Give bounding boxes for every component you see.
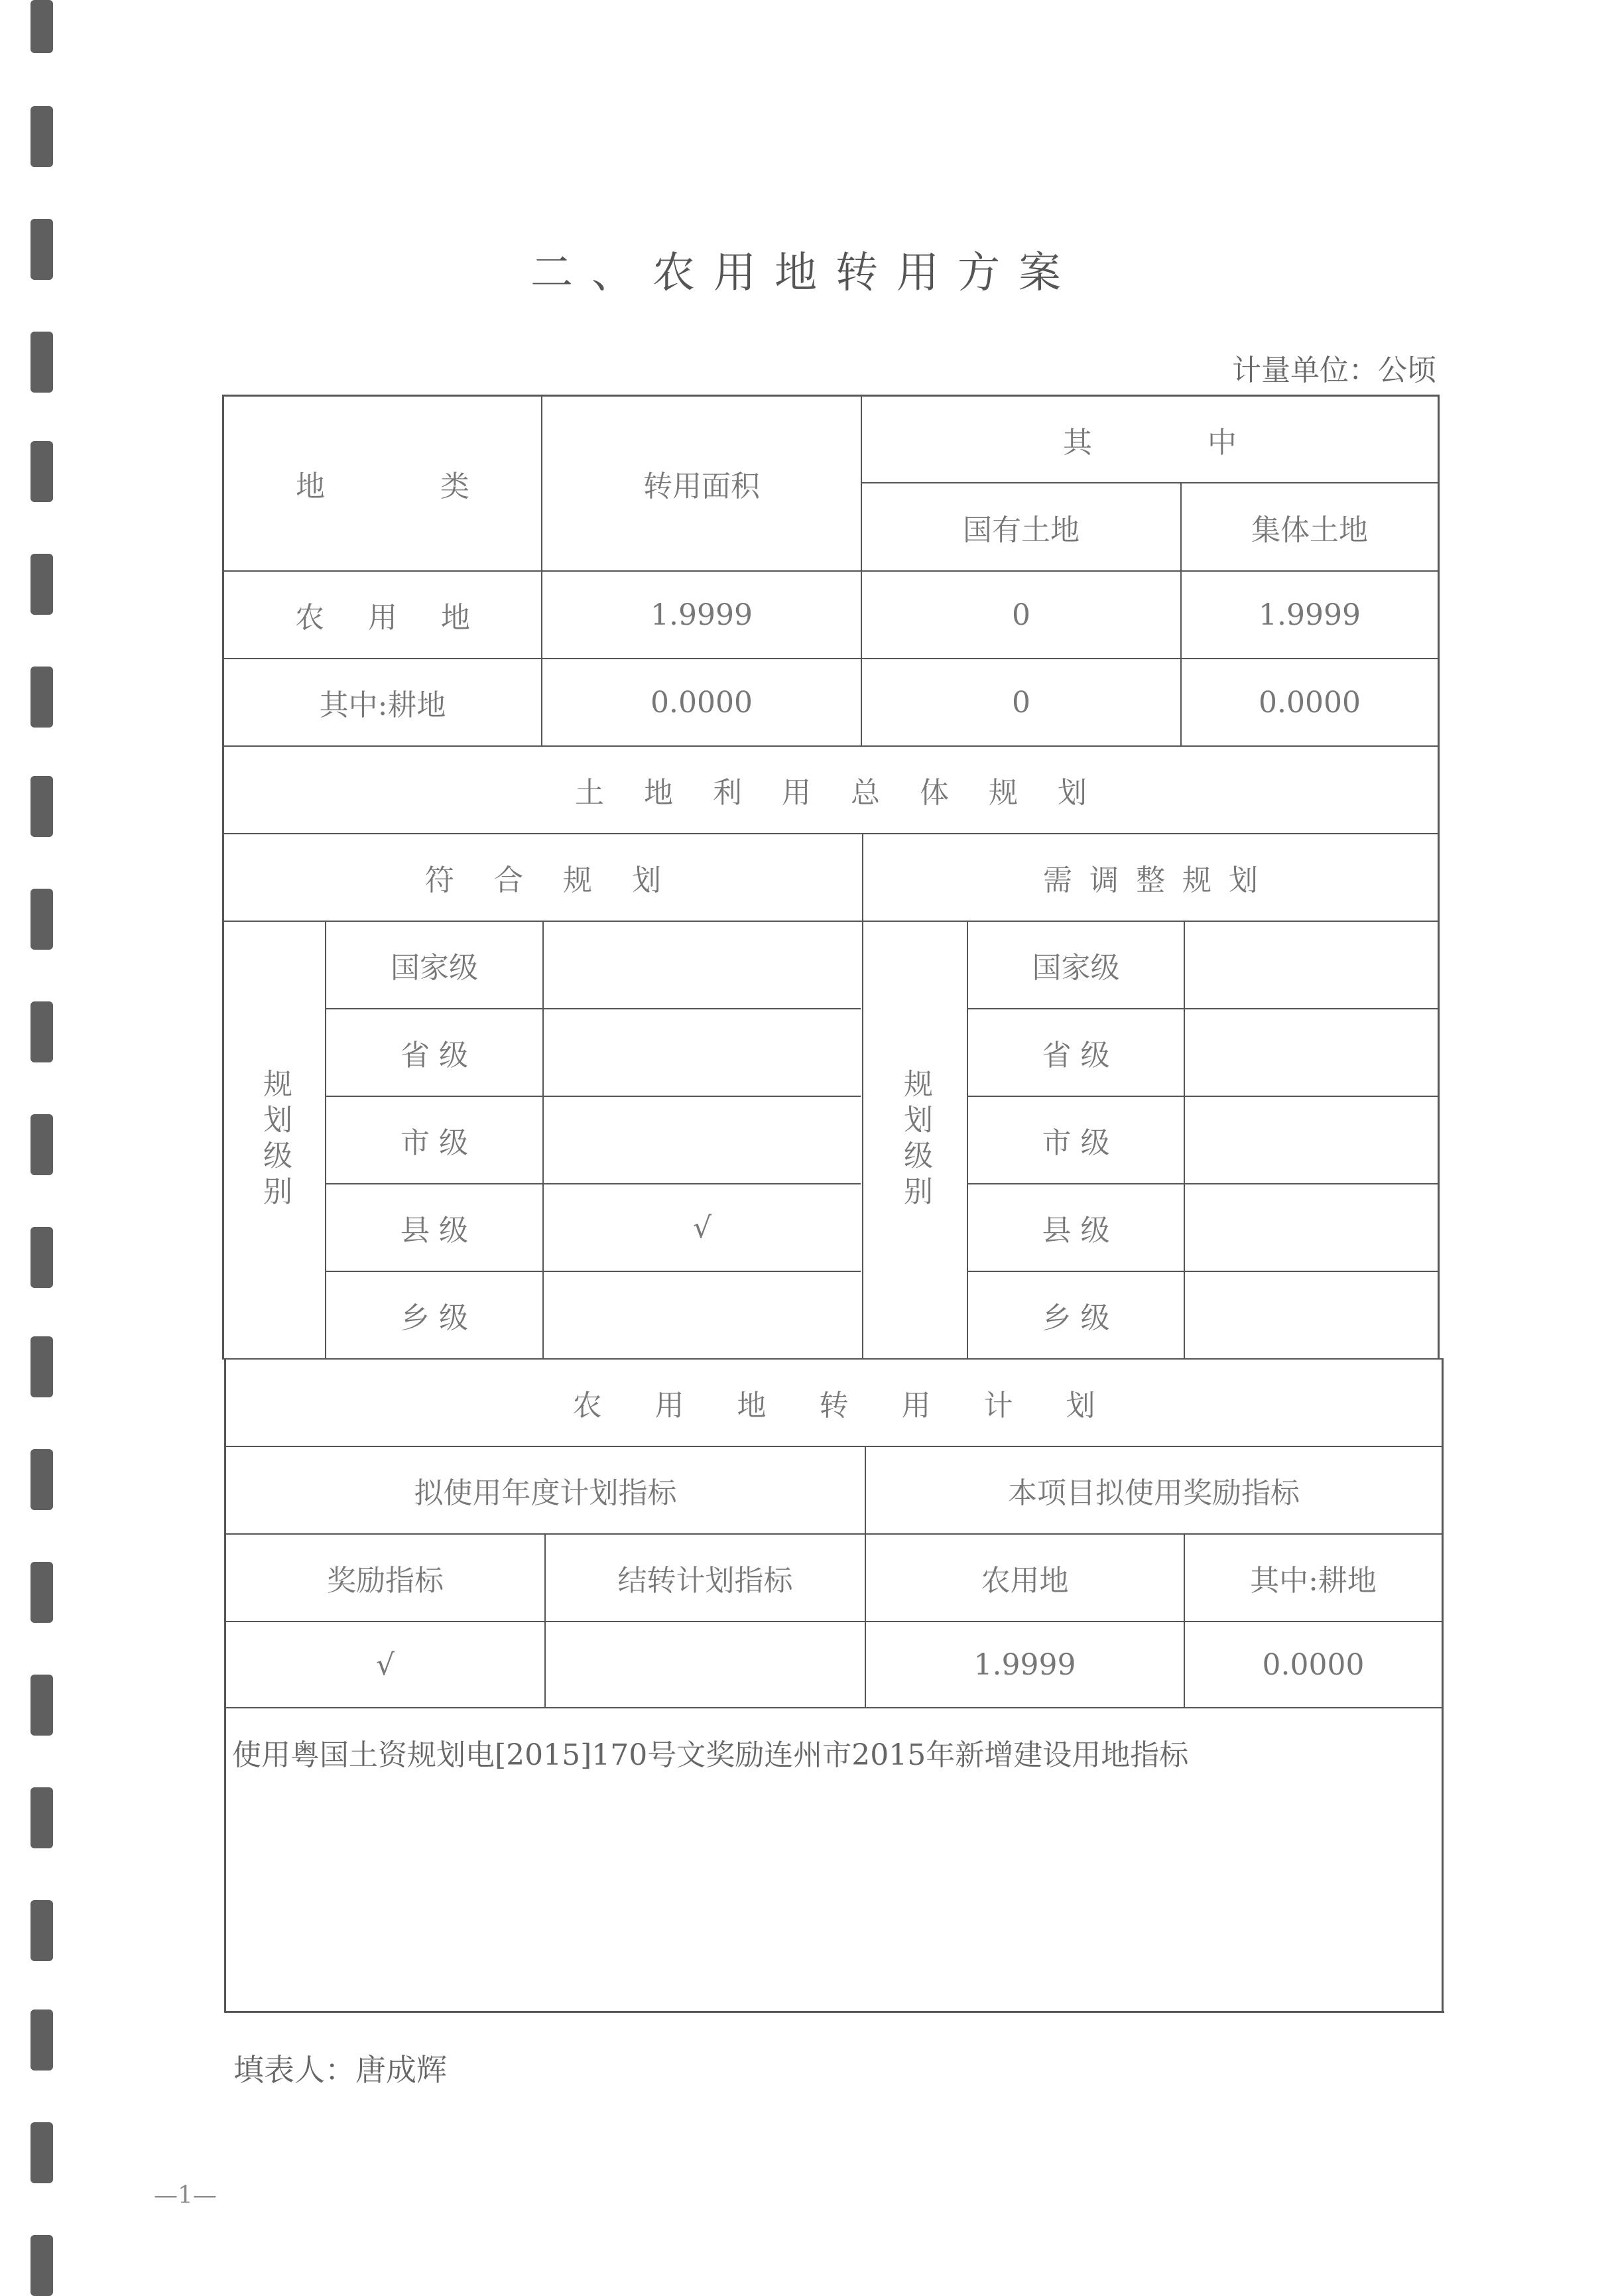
level-provincial: 省 级 — [1042, 1039, 1110, 1072]
level-township: 乡 级 — [401, 1301, 468, 1335]
row-label: 其中:耕地 — [319, 688, 446, 722]
header-state-owned: 国有土地 — [963, 513, 1080, 547]
reward-indicator-header: 奖励指标 — [327, 1564, 444, 1598]
header-collective: 集体土地 — [1251, 513, 1368, 547]
level-township: 乡 级 — [1042, 1301, 1110, 1335]
level-provincial: 省 级 — [401, 1039, 468, 1072]
project-reward-header: 本项目拟使用奖励指标 — [1008, 1476, 1300, 1510]
conforms-mark — [544, 922, 861, 1008]
page-title: 二、农用地转用方案 — [530, 249, 1080, 298]
reward-value: √ — [375, 1647, 395, 1682]
conforms-plan-header: 符合规划 — [425, 863, 701, 897]
conforms-mark — [544, 1272, 861, 1358]
level-county: 县 级 — [1042, 1214, 1110, 1247]
carryover-indicator-header: 结转计划指标 — [617, 1564, 793, 1598]
overall-plan-title: 土地利用总体规划 — [575, 776, 1127, 810]
plan-level-label: 规划级别 — [258, 1068, 292, 1212]
plan-level-label-right — [863, 922, 967, 1358]
table-rule — [1442, 1358, 1444, 2012]
cultivated-header: 其中:耕地 — [1250, 1564, 1377, 1598]
adjust-mark — [1185, 1272, 1438, 1358]
page-number: —1— — [154, 2182, 217, 2209]
adjust-mark — [1185, 1097, 1438, 1183]
level-city: 市 级 — [1042, 1126, 1110, 1160]
note-text: 使用粤国土资规划电[2015]170号文奖励连州市2015年新增建设用地指标 — [232, 1738, 1189, 1772]
table-rule — [224, 2011, 1444, 2013]
level-city: 市 级 — [401, 1126, 468, 1160]
unit-label: 计量单位：公顷 — [1232, 353, 1436, 387]
row-collective: 1.9999 — [1259, 598, 1361, 632]
conforms-mark — [544, 1009, 861, 1096]
cultivated-value: 0.0000 — [1262, 1647, 1365, 1682]
header-of-which: 其 中 — [1063, 425, 1290, 460]
level-county: 县 级 — [401, 1214, 468, 1247]
row-label: 农 用 地 — [295, 601, 487, 635]
needs-adjust-header: 需调整规划 — [1043, 863, 1275, 897]
conforms-mark — [544, 1097, 861, 1183]
carryover-value — [546, 1622, 865, 1707]
adjust-mark — [1185, 922, 1438, 1008]
farmland-value: 1.9999 — [973, 1647, 1076, 1682]
form-filler: 填表人：唐成辉 — [233, 2052, 447, 2088]
farmland-header: 农用地 — [981, 1564, 1069, 1598]
row-area: 0.0000 — [650, 685, 753, 720]
plan-level-label: 规划级别 — [898, 1068, 932, 1212]
table-rule — [224, 1707, 1442, 1708]
annual-indicator-header: 拟使用年度计划指标 — [414, 1476, 677, 1510]
table-rule — [1438, 395, 1440, 1360]
row-state: 0 — [1012, 685, 1030, 720]
header-conversion-area: 转用面积 — [643, 470, 760, 503]
header-land-type: 地 类 — [296, 470, 523, 503]
level-national: 国家级 — [391, 951, 478, 985]
adjust-mark — [1185, 1184, 1438, 1271]
level-national: 国家级 — [1032, 951, 1120, 985]
adjust-mark — [1185, 1009, 1438, 1096]
row-state: 0 — [1012, 598, 1030, 632]
row-collective: 0.0000 — [1259, 685, 1361, 720]
conversion-plan-title: 农用地转用计划 — [572, 1389, 1148, 1423]
plan-level-label-left — [224, 922, 325, 1358]
conforms-mark: √ — [692, 1210, 712, 1245]
row-area: 1.9999 — [650, 598, 753, 632]
